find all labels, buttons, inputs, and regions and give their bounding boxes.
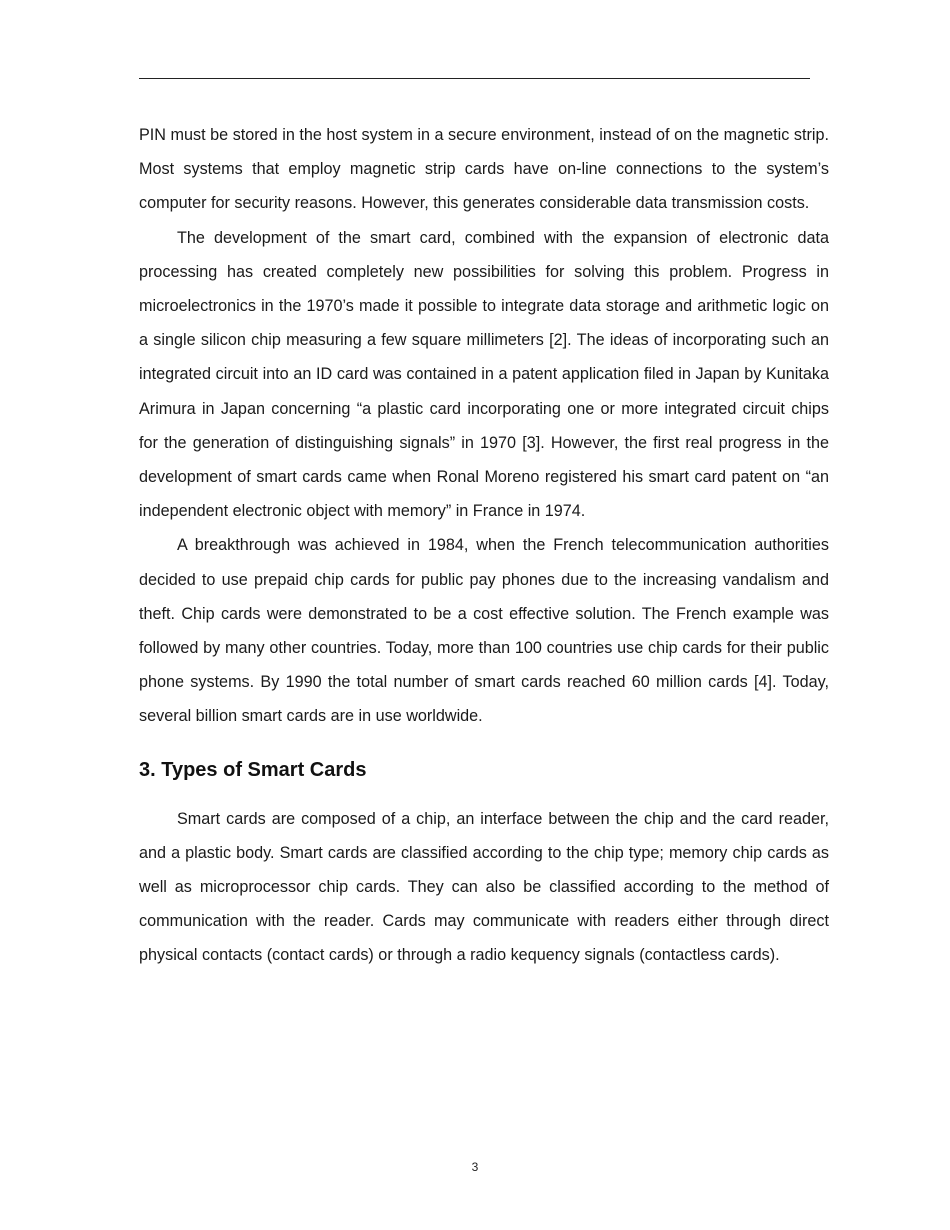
- page-number: 3: [471, 1160, 479, 1174]
- body-paragraph: The development of the smart card, combined with the expansion of electronic data processing has created completely new possibilities for solving this problem. Progress in microelectronics in the 1970’s made it possible to integrate data storage and arithmetic logic on a single silicon chip measuring a few square millimeters [2]. The ideas of incorporating such an integrated circuit into an ID card was contained in a patent application filed in Japan by Kunitaka Arimura in Japan concerning “a plastic card incorporating one or more integrated circuit chips for the generation of distinguishing signals” in 1970 [3]. However, the first real progress in the development of smart cards came when Ronal Moreno registered his smart card patent on “an independent electronic object with memory” in France in 1974.: [139, 228, 829, 521]
- section-paragraph: Smart cards are composed of a chip, an interface between the chip and the card reader, and a plastic body. Smart cards are classified according to the chip type; memory chip cards as well as microprocessor chip cards. They can also be classified according to the method of communication with the reader. Cards may communicate with readers either through direct physical contacts (contact cards) or through a radio kequency signals (contactless cards).: [139, 809, 829, 965]
- page-body: [139, 118, 829, 973]
- body-paragraph: PIN must be stored in the host system in a secure environment, instead of on the magnetic strip. Most systems that employ magnetic strip cards have on-line connections to the system’s computer for security reasons. However, this generates considerable data transmission costs.: [139, 126, 829, 213]
- header-rule: [139, 78, 810, 79]
- body-paragraph: A breakthrough was achieved in 1984, when the French telecommunication authorities decided to use prepaid chip cards for public pay phones due to the increasing vandalism and theft. Chip cards were demonstrated to be a cost effective solution. The French example was followed by many other countries. Today, more than 100 countries use chip cards for their public phone systems. By 1990 the total number of smart cards reached 60 million cards [4]. Today, several billion smart cards are in use worldwide.: [139, 536, 829, 726]
- section-heading: 3. Types of Smart Cards: [139, 758, 367, 781]
